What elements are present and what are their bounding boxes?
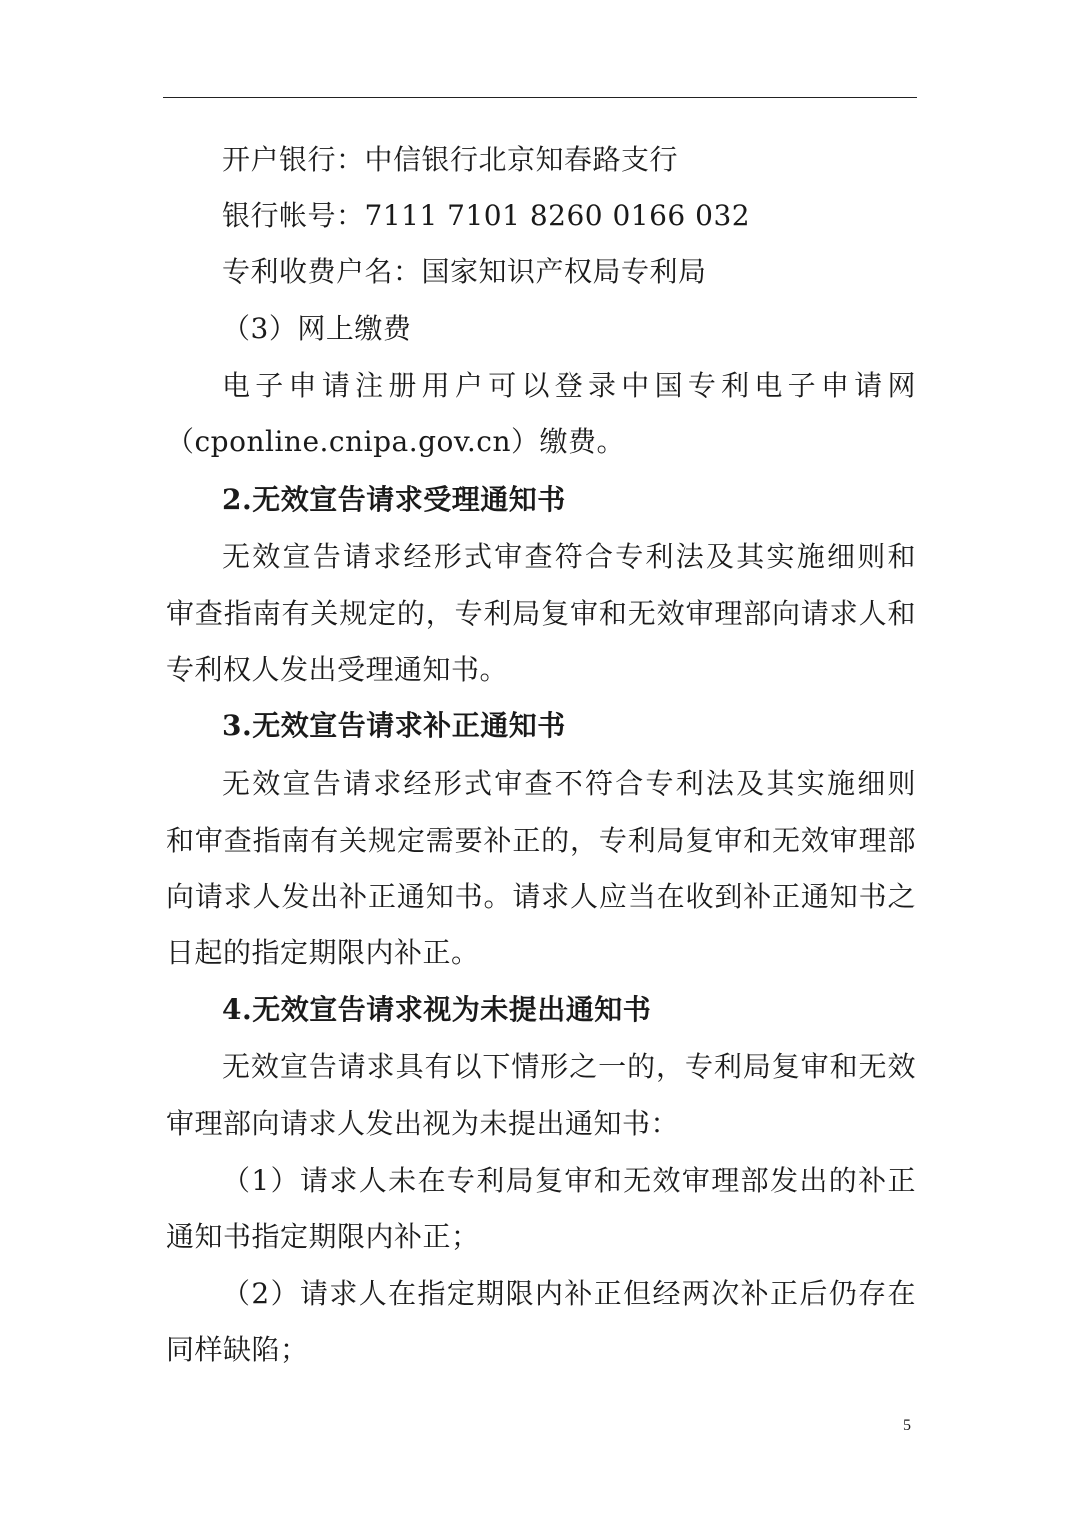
list-item-1: （1）请求人未在专利局复审和无效审理部发出的补正 bbox=[222, 1164, 916, 1197]
paragraph-line: 和审查指南有关规定需要补正的，专利局复审和无效审理部 bbox=[166, 824, 916, 857]
paragraph-line: 日起的指定期限内补正。 bbox=[166, 936, 480, 969]
paragraph-line: 同样缺陷； bbox=[166, 1333, 309, 1366]
paragraph-line: 通知书指定期限内补正； bbox=[166, 1220, 480, 1253]
bank-name-line: 开户银行：中信银行北京知春路支行 bbox=[222, 143, 679, 176]
paragraph-line: 专利权人发出受理通知书。 bbox=[166, 653, 509, 686]
paragraph-line: 无效宣告请求经形式审查不符合专利法及其实施细则 bbox=[222, 767, 916, 800]
payee-name-line: 专利收费户名：国家知识产权局专利局 bbox=[222, 255, 707, 288]
list-item-2: （2）请求人在指定期限内补正但经两次补正后仍存在 bbox=[222, 1277, 916, 1310]
header-rule bbox=[163, 97, 917, 98]
paragraph-line: 电子申请注册用户可以登录中国专利电子申请网 bbox=[222, 369, 916, 402]
bank-account-line: 银行帐号：7111 7101 8260 0166 032 bbox=[222, 199, 751, 232]
paragraph-line: （cponline.cnipa.gov.cn）缴费。 bbox=[166, 425, 625, 458]
paragraph-line: 审理部向请求人发出视为未提出通知书： bbox=[166, 1107, 680, 1140]
paragraph-line: 无效宣告请求经形式审查符合专利法及其实施细则和 bbox=[222, 540, 916, 573]
paragraph-line: 向请求人发出补正通知书。请求人应当在收到补正通知书之 bbox=[166, 880, 916, 913]
online-payment-heading: （3）网上缴费 bbox=[222, 312, 412, 345]
paragraph-line: 审查指南有关规定的，专利局复审和无效审理部向请求人和 bbox=[166, 597, 916, 630]
section-heading-3: 3.无效宣告请求补正通知书 bbox=[222, 709, 566, 742]
section-heading-4: 4.无效宣告请求视为未提出通知书 bbox=[222, 993, 652, 1026]
section-heading-2: 2.无效宣告请求受理通知书 bbox=[222, 483, 566, 516]
paragraph-line: 无效宣告请求具有以下情形之一的，专利局复审和无效 bbox=[222, 1050, 916, 1083]
page-number: 5 bbox=[903, 1417, 911, 1434]
